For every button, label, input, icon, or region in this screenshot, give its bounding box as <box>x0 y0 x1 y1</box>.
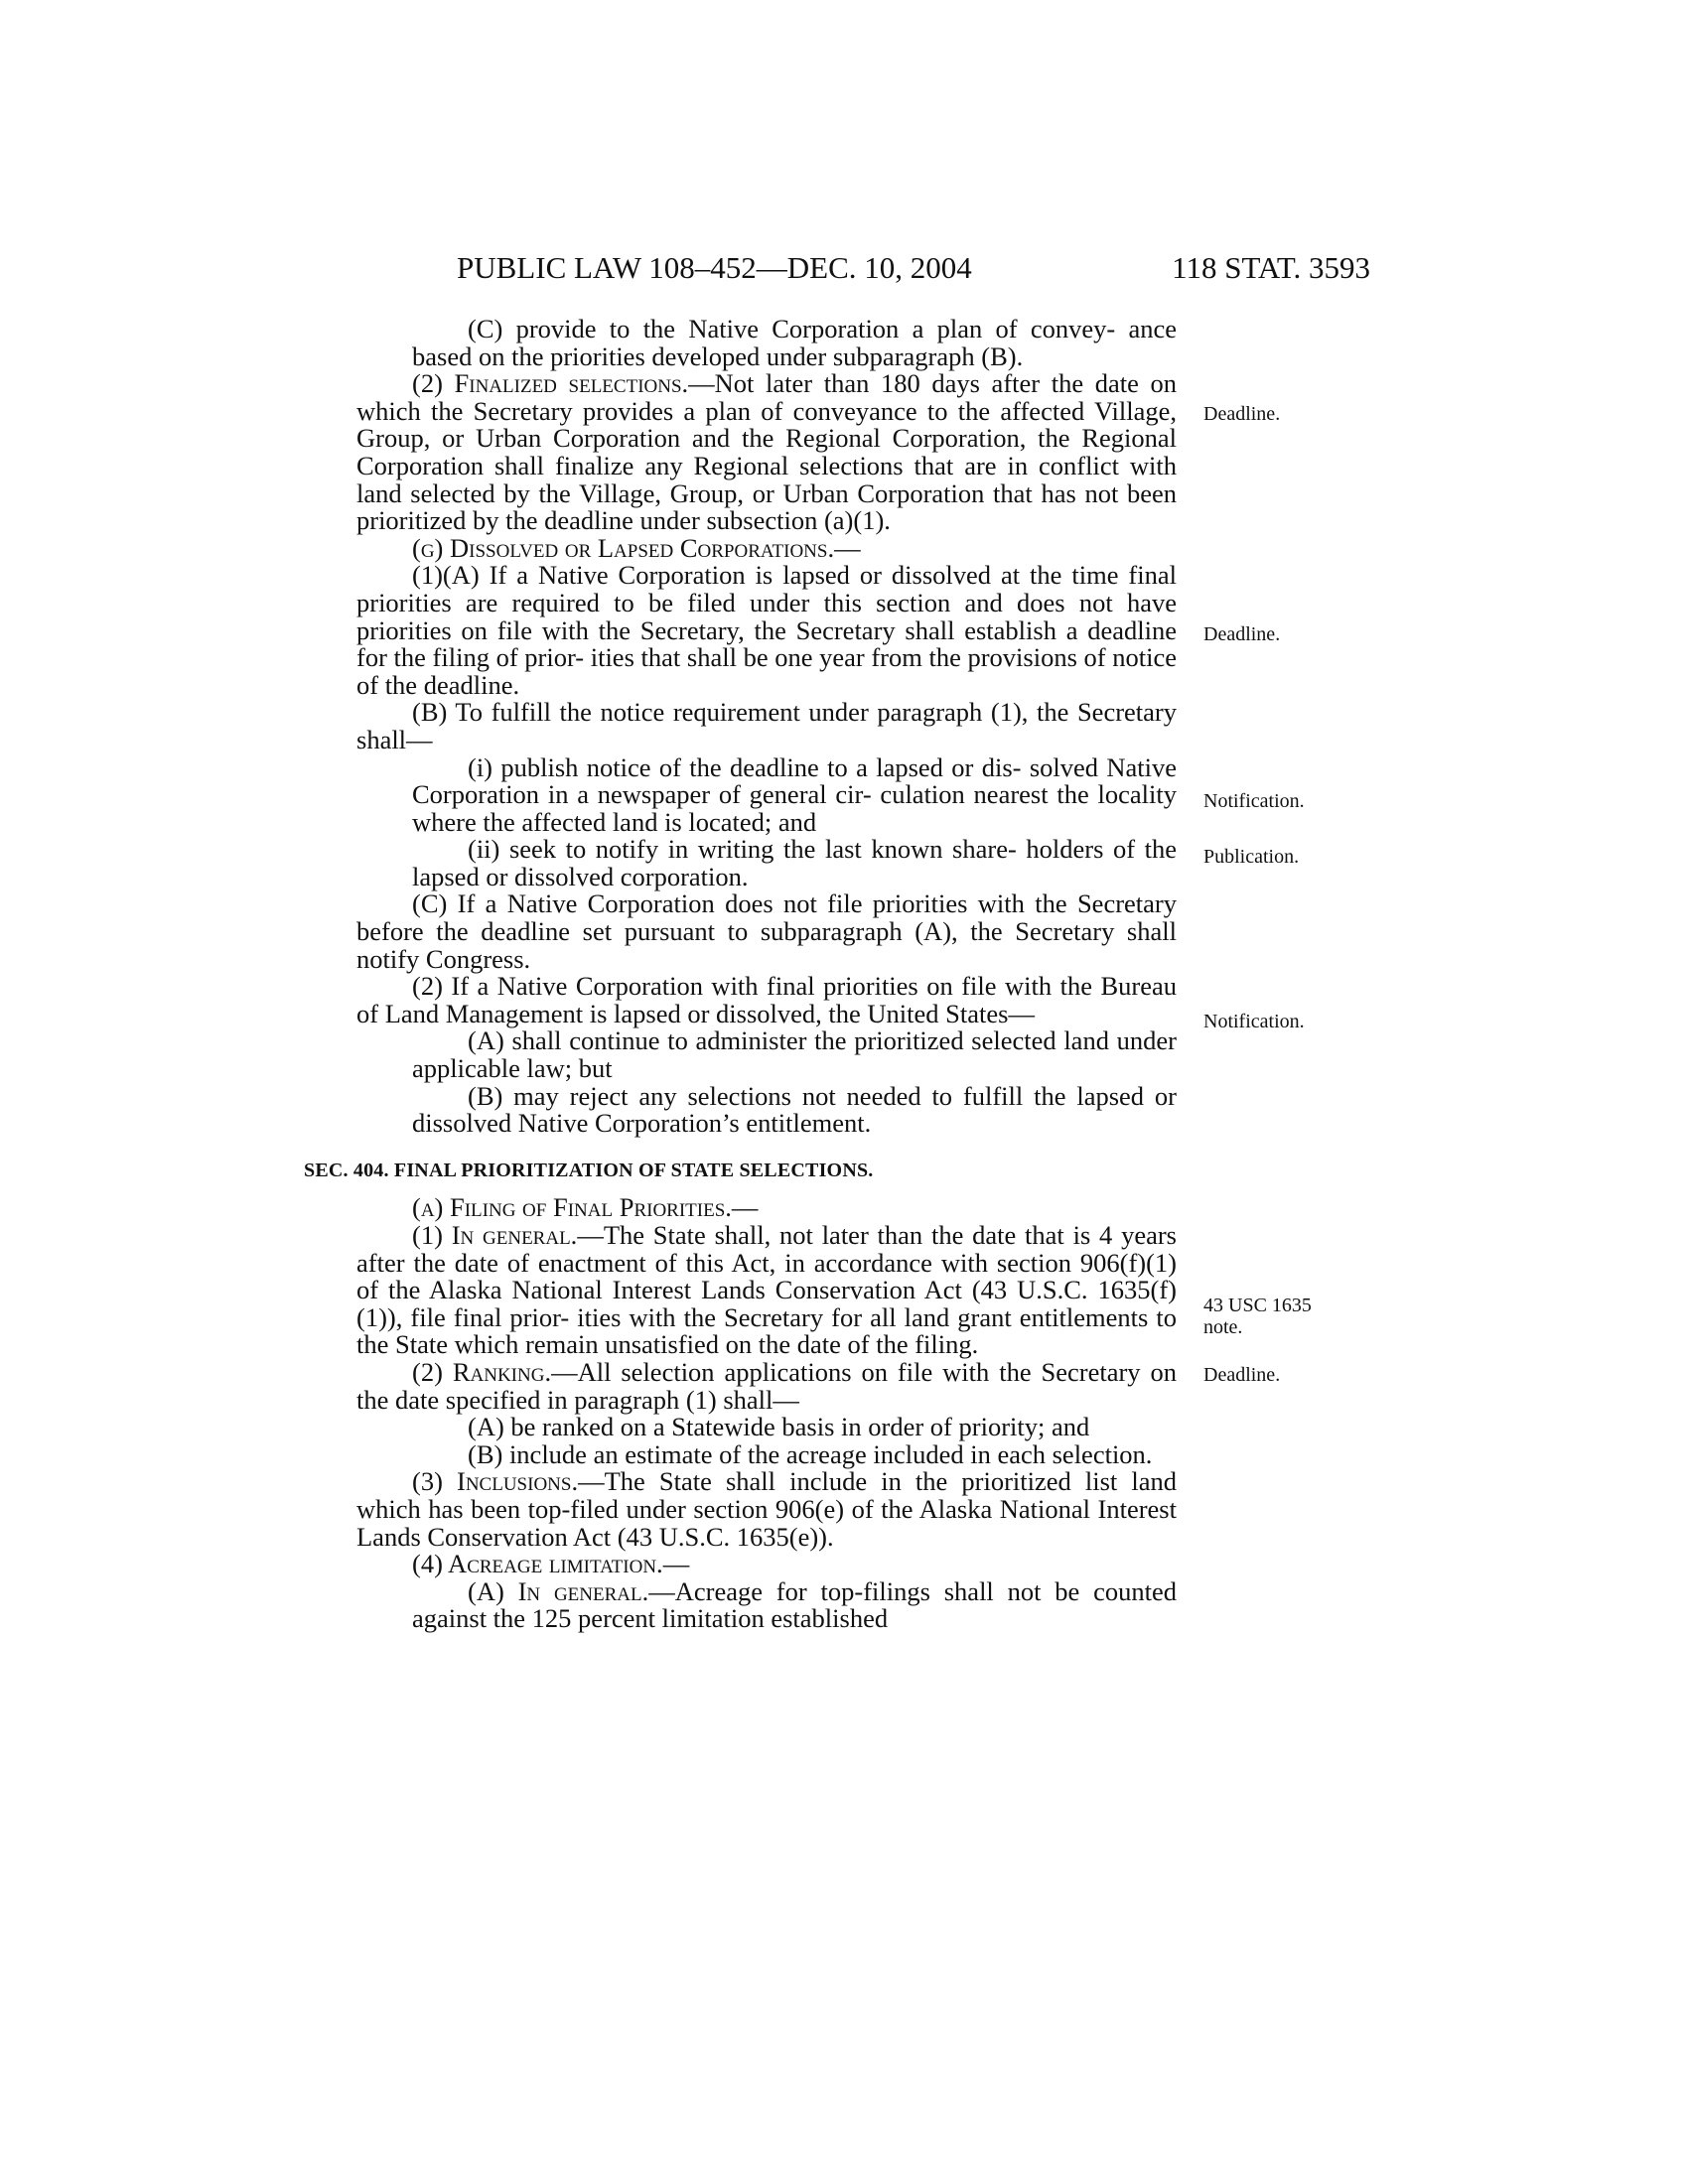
para-heading: (2) Finalized selections. <box>412 368 689 399</box>
para-2-finalized-selections <box>356 370 1177 535</box>
statute-body <box>304 314 1177 1634</box>
para-1a-lapsed-corporation: (1)(A) If a Native Corporation is lapsed or dissolved at the time final priorities are required to be filed under this section and does not have priorities on file with the Secretary, the Secretary shall establish a deadline for the filing of prior- ities that shall be one year from the provisions of notice of the deadline. <box>356 560 1177 700</box>
margin-note-deadline: Deadline. <box>1203 623 1281 645</box>
para-text: —The State shall, not later than the date that is 4 years after the date of enactment of this Act, in accordance with section 906(f)(1) of the Alaska National Interest Lands Conservation Act (43 U.S.C. 1635(f)(1)), file final prior- ities with the Secretary for all land grant entitlements to the State which remain unsatisfied on the date of the filing. <box>356 1220 1177 1360</box>
usc-citation-line: 43 USC 1635 <box>1203 1295 1312 1316</box>
margin-note-notification: Notification. <box>1203 1011 1305 1032</box>
para-text: —All selection applications on file with the Secretary on the date specified in paragraph (1) shall— <box>356 1356 1177 1415</box>
para-heading: (A) In general. <box>468 1575 649 1606</box>
section-404-heading: SEC. 404. FINAL PRIORITIZATION OF STATE SELECTIONS. <box>304 1159 874 1181</box>
para-3-inclusions <box>356 1468 1177 1551</box>
para-4-acreage-limitation <box>356 1551 1177 1578</box>
running-header <box>457 250 1370 290</box>
para-heading: (2) Ranking. <box>412 1356 552 1387</box>
para-heading: (1) In general. <box>412 1220 578 1250</box>
para-text: —Acreage for top-filings shall not be counted against the 125 percent limitation established <box>412 1575 1177 1634</box>
para-heading: (3) Inclusions. <box>412 1466 579 1497</box>
heading-dash: — <box>731 1192 759 1223</box>
subsection-a-heading <box>356 1194 1177 1222</box>
margin-note-deadline: Deadline. <box>1203 1364 1281 1386</box>
subsection-g-heading <box>356 532 1177 563</box>
heading-dash: — <box>834 532 861 563</box>
clause-a-in-general-acreage <box>356 1575 1177 1634</box>
clause-a-administer-land: (A) shall continue to administer the prioritized selected land under applicable law; but <box>412 1025 1177 1084</box>
para-b-notice-requirement: (B) To fulfill the notice requirement under paragraph (1), the Secretary shall— <box>356 697 1177 754</box>
clause-i-publish-notice: (i) publish notice of the deadline to a lapsed or dis- solved Native Corporation in a newspaper of general cir- culation nearest the locality where the affected land is located; and <box>412 751 1177 837</box>
clause-c-plan-of-conveyance: (C) provide to the Native Corporation a plan of convey- ance based on the priorities developed under subparagraph (B). <box>412 314 1177 371</box>
para-heading: (4) Acreage limitation. <box>412 1549 663 1579</box>
clause-b-reject-selections: (B) may reject any selections not needed to fulfill the lapsed or dissolved Native Corporation’s entitlement. <box>412 1080 1177 1139</box>
para-1-in-general <box>356 1222 1177 1359</box>
margin-note-publication: Publication. <box>1203 846 1300 868</box>
header-title: PUBLIC LAW 108–452—DEC. 10, 2004 <box>457 250 972 285</box>
subsection-heading: (g) Dissolved or Lapsed Corporations. <box>412 532 835 563</box>
usc-citation-note: note. <box>1203 1316 1243 1338</box>
clause-a-ranked-statewide: (A) be ranked on a Statewide basis in order of priority; and <box>468 1412 1090 1442</box>
para-text: —Not later than 180 days after the date on which the Secretary provides a plan of conveyance to the affected Village, Group, or Urban Corporation and the Regional Corporation, the Regional Corporation shall finalize any Regional selections that are in conflict with land selected by the Village, Group, or Urban Corporation that has not been prioritized by the deadline under subsection (a)(1). <box>356 368 1177 536</box>
para-2-final-priorities-on-file: (2) If a Native Corporation with final priorities on file with the Bureau of Land Management is lapsed or dissolved, the United States— <box>356 971 1177 1028</box>
clause-ii-notify-shareholders: (ii) seek to notify in writing the last known share- holders of the lapsed or dissolved corporation. <box>412 834 1177 891</box>
para-c-notify-congress: (C) If a Native Corporation does not file priorities with the Secretary before the deadline set pursuant to subparagraph (A), the Secretary shall notify Congress. <box>356 888 1177 974</box>
subsection-heading: (a) Filing of Final Priorities. <box>412 1192 732 1223</box>
margin-note-usc-citation <box>1203 1295 1312 1338</box>
clause-b-acreage-estimate: (B) include an estimate of the acreage included in each selection. <box>468 1438 1153 1469</box>
para-2-ranking <box>356 1356 1177 1415</box>
para-text: —The State shall include in the prioritized list land which has been top-filed under section 906(e) of the Alaska National Interest Lands Conservation Act (43 U.S.C. 1635(e)). <box>356 1466 1177 1552</box>
margin-note-notification: Notification. <box>1203 790 1305 812</box>
heading-dash: — <box>662 1549 690 1579</box>
margin-note-deadline: Deadline. <box>1203 403 1281 425</box>
header-stat-page: 118 STAT. 3593 <box>1172 250 1370 285</box>
